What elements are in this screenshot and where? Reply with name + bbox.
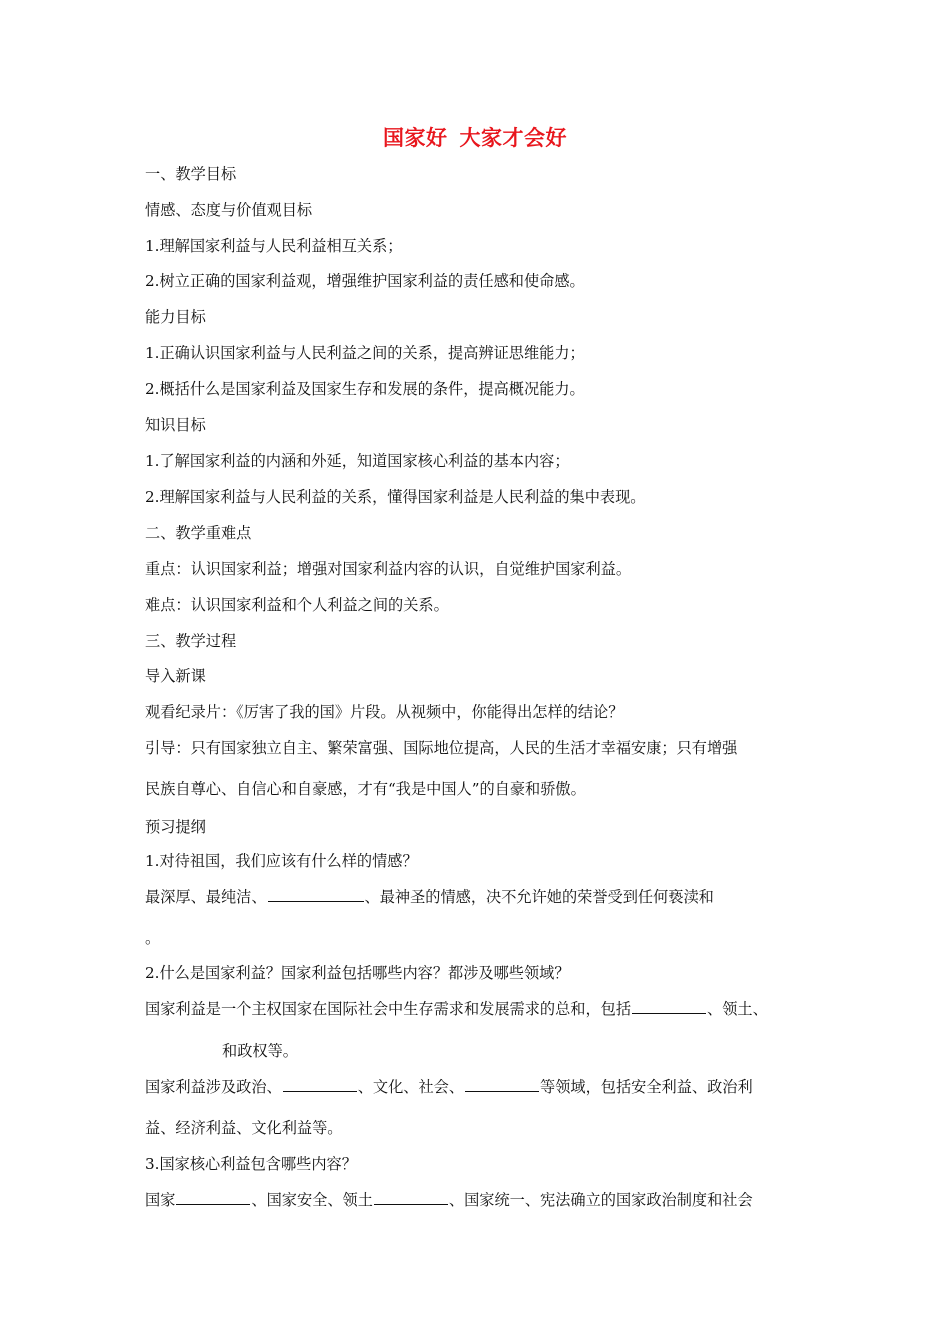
intro-watch-video: 观看纪录片：《厉害了我的国》片段。从视频中，你能得出怎样的结论？ (145, 703, 624, 721)
answer-3-line-1 (145, 1190, 753, 1210)
answer-2-text-a: 国家利益是一个主权国家在国际社会中生存需求和发展需求的总和，包括 (145, 1000, 631, 1018)
question-3: 3.国家核心利益包含哪些内容？ (145, 1155, 357, 1173)
answer-2-line-1 (145, 999, 768, 1019)
title-part-2: 大家才会好 (459, 126, 567, 150)
subheading-emotion-goals: 情感、态度与价值观目标 (145, 201, 313, 219)
fill-blank-3[interactable] (283, 1077, 357, 1092)
fill-blank-5[interactable] (176, 1190, 250, 1205)
answer-3-text-a: 国家 (145, 1191, 176, 1209)
knowledge-goal-2: 2.理解国家利益与人民利益的关系，懂得国家利益是人民利益的集中表现。 (145, 488, 646, 506)
emotion-goal-2: 2.树立正确的国家利益观，增强维护国家利益的责任感和使命感。 (145, 272, 585, 290)
answer-2-text-b: 、领土、 (707, 1000, 768, 1018)
subheading-ability-goals: 能力目标 (145, 308, 206, 326)
subheading-preview-outline: 预习提纲 (145, 818, 206, 836)
fill-blank-6[interactable] (374, 1190, 448, 1205)
answer-1-text-a: 最深厚、最纯洁、 (145, 888, 267, 906)
answer-2b-text-a: 国家利益涉及政治、 (145, 1078, 282, 1096)
title-part-1: 国家好 (383, 126, 448, 150)
answer-3-text-c: 、国家统一、宪法确立的国家政治制度和社会 (448, 1191, 753, 1209)
answer-3-text-b: 、国家安全、领土 (251, 1191, 373, 1209)
knowledge-goal-1: 1.了解国家利益的内涵和外延，知道国家核心利益的基本内容； (145, 452, 570, 470)
guide-line-2: 民族自尊心、自信心和自豪感，才有“我是中国人”的自豪和骄傲。 (145, 780, 586, 798)
answer-2b-line-1 (145, 1077, 753, 1097)
question-1: 1.对待祖国，我们应该有什么样的情感？ (145, 852, 418, 870)
guide-line-1: 引导：只有国家独立自主、繁荣富强、国际地位提高，人民的生活才幸福安康；只有增强 (145, 739, 738, 757)
answer-1-line-2: 。 (145, 929, 161, 947)
answer-1-text-b: 、最神圣的情感，决不允许她的荣誉受到任何亵渎和 (364, 888, 714, 906)
answer-2b-text-c: 等领域，包括安全利益、政治利 (540, 1078, 753, 1096)
subheading-introduction: 导入新课 (145, 667, 206, 685)
answer-2b-line-2: 益、经济利益、文化利益等。 (145, 1119, 343, 1137)
section-heading-objectives: 一、教学目标 (145, 165, 237, 183)
ability-goal-2: 2.概括什么是国家利益及国家生存和发展的条件，提高概况能力。 (145, 380, 585, 398)
subheading-knowledge-goals: 知识目标 (145, 416, 206, 434)
answer-1-line-1 (145, 887, 714, 907)
question-2: 2.什么是国家利益？国家利益包括哪些内容？都涉及哪些领域？ (145, 964, 570, 982)
ability-goal-1: 1.正确认识国家利益与人民利益之间的关系，提高辨证思维能力； (145, 344, 585, 362)
section-heading-key-points: 二、教学重难点 (145, 524, 252, 542)
key-point: 重点：认识国家利益；增强对国家利益内容的认识，自觉维护国家利益。 (145, 560, 631, 578)
difficult-point: 难点：认识国家利益和个人利益之间的关系。 (145, 596, 449, 614)
fill-blank-2[interactable] (632, 999, 706, 1014)
fill-blank-4[interactable] (465, 1077, 539, 1092)
emotion-goal-1: 1.理解国家利益与人民利益相互关系； (145, 237, 403, 255)
section-heading-process: 三、教学过程 (145, 632, 237, 650)
fill-blank-1[interactable] (268, 887, 364, 902)
answer-2-line-2: 和政权等。 (222, 1042, 298, 1060)
document-title (0, 122, 950, 152)
answer-2b-text-b: 、文化、社会、 (357, 1078, 464, 1096)
